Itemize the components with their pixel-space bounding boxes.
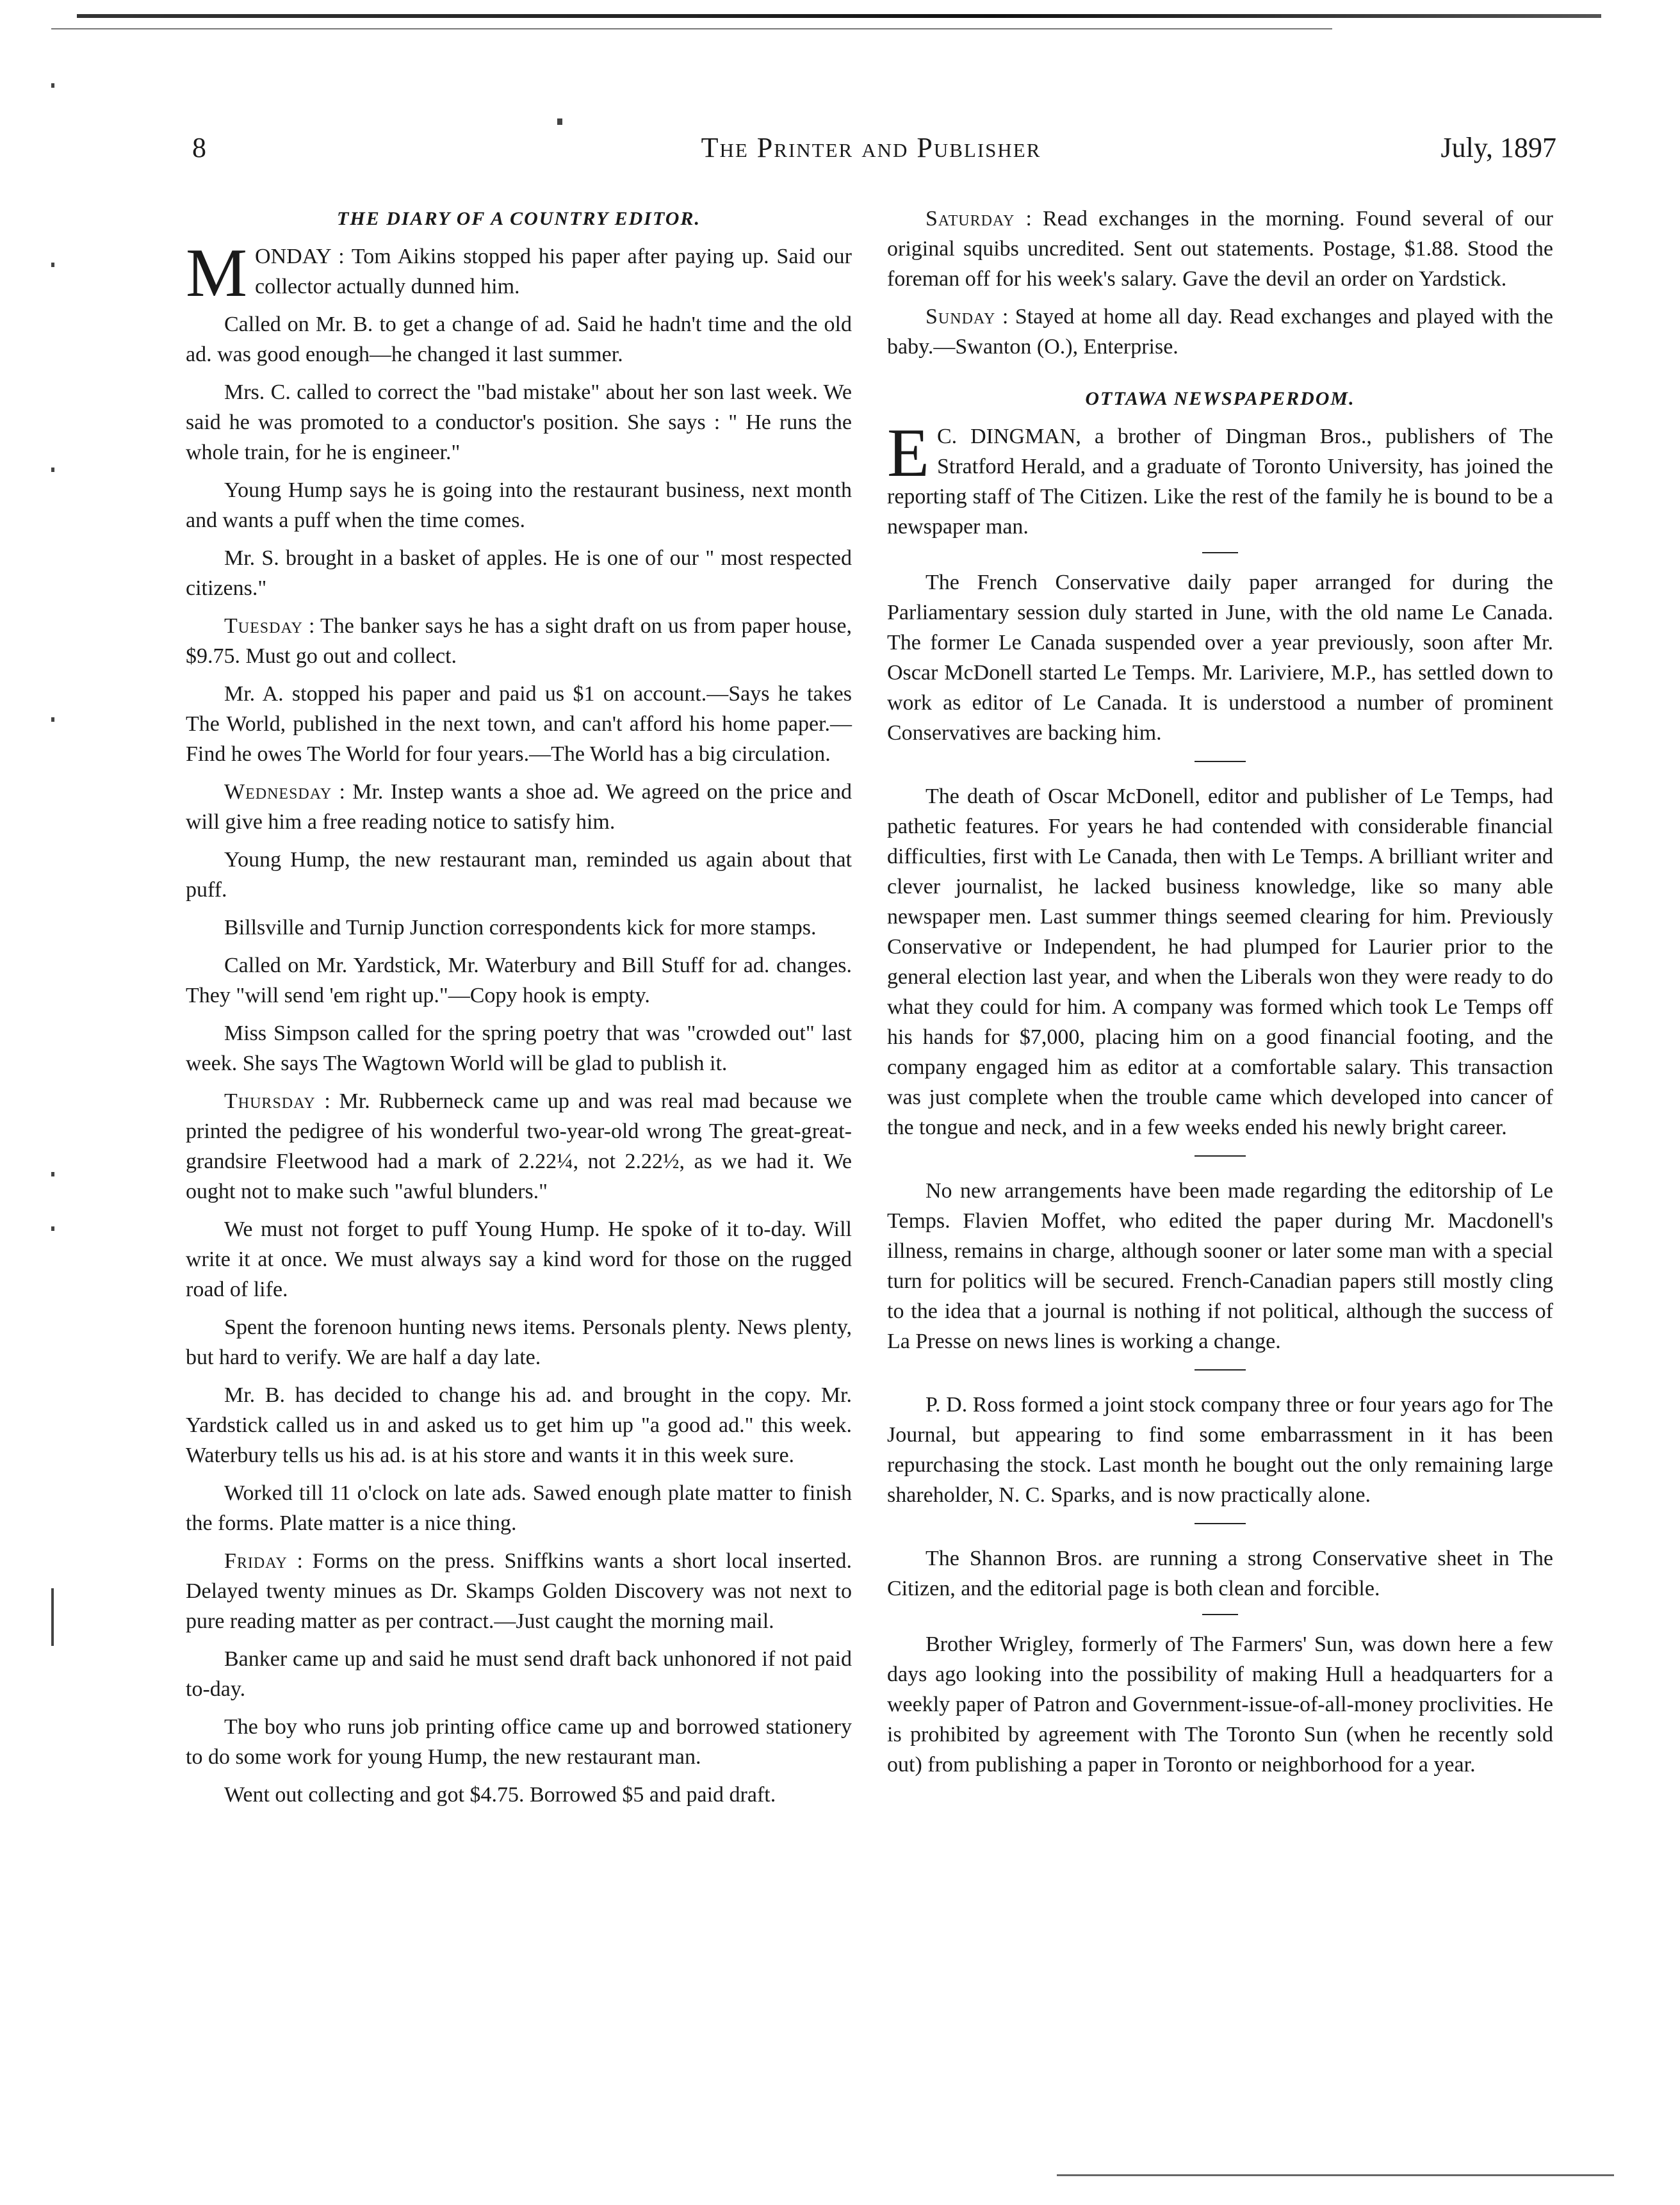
diary-paragraph: We must not forget to puff Young Hump. He spoke of it to-day. Will write it at once. We must always say a kind word for those on the rugged road of life. [186, 1217, 852, 1301]
day-label: Friday [224, 1549, 288, 1573]
page-speck [557, 118, 562, 125]
section-divider [1195, 1523, 1246, 1524]
diary-paragraph: Called on Mr. B. to get a change of ad. Said he hadn't time and the old ad. was good enough—he changed it last summer. [186, 313, 852, 366]
diary-paragraph: The boy who runs job printing office came up and borrowed stationery to do some work for young Hump, the new restaurant man. [186, 1715, 852, 1769]
ottawa-paragraph: P. D. Ross formed a joint stock company three or four years ago for The Journal, but appearing to find some embarrassment in it has been repurchasing the stock. Last month he bought out the only remaining large shareholder, N. C. Sparks, and is now practically alone. [887, 1393, 1553, 1507]
diary-saturday [887, 204, 1553, 294]
drop-cap: M [186, 235, 248, 311]
diary-paragraph: Mr. S. brought in a basket of apples. He is one of our " most respected citizens." [186, 546, 852, 600]
top-rule-thin [51, 28, 1332, 29]
diary-title: THE DIARY OF A COUNTRY EDITOR. [337, 208, 701, 229]
ottawa-paragraph: The death of Oscar McDonell, editor and publisher of Le Temps, had pathetic features. For years he had contended with considerable financial difficulties, first with Le Canada, then with Le Temps. A brilliant writer and clever journalist, he lacked business knowledge, like so many able newspaper men. Last summer things seemed clearing for him. Previously Conservative or Independent, he had plumped for Laurier prior to the general election last year, and when the Liberals won they were ready to do what they could for him. A company was formed which took Le Temps off his hands for $7,000, placing him on a good financial footing, and the company engaged him as editor at a comfortable salary. This transaction was just complete when the trouble came which developed into cancer of the tongue and neck, and in a few weeks ended his newly bright career. [887, 785, 1553, 1139]
margin-speck [51, 1172, 54, 1176]
ottawa-paragraph: The Shannon Bros. are running a strong Conservative sheet in The Citizen, and the editorial page is both clean and forcible. [887, 1547, 1553, 1600]
ottawa-paragraph: The French Conservative daily paper arranged for during the Parliamentary session duly started in June, with the old name Le Canada. The former Le Canada suspended over a year previously, soon after Mr. Oscar McDonell started Le Temps. Mr. Lariviere, M.P., has settled down to work as editor of Le Canada. It is understood a number of prominent Conservatives are backing him. [887, 571, 1553, 745]
publication-title: The Printer and Publisher [701, 132, 1041, 163]
section-divider [1195, 1369, 1246, 1371]
issue-date: July, 1897 [1440, 132, 1556, 163]
diary-paragraph: Mr. A. stopped his paper and paid us $1 on account.—Says he takes The World, published in the next town, and can't afford his home paper.—Find he owes The World for four years.—The World has a big circulation. [186, 682, 852, 766]
diary-paragraph: Spent the forenoon hunting news items. Personals plenty. News plenty, but hard to verify. We are half a day late. [186, 1315, 852, 1369]
margin-mark [51, 1588, 54, 1646]
page-header [186, 131, 1556, 176]
diary-monday [186, 235, 852, 311]
margin-speck [51, 1226, 54, 1231]
section-divider [1202, 552, 1238, 553]
day-label: Wednesday [224, 780, 332, 804]
bottom-rule [1057, 2174, 1614, 2176]
margin-speck [51, 717, 54, 722]
diary-paragraph: Young Hump, the new restaurant man, reminded us again about that puff. [186, 848, 852, 902]
right-column [887, 204, 1553, 1787]
diary-monday-text: ONDAY : Tom Aikins stopped his paper after paying up. Said our collector actually dunned him. [255, 245, 852, 298]
section-divider [1195, 761, 1246, 762]
section-divider [1202, 1614, 1238, 1615]
day-text: : Read exchanges in the morning. Found several of our original squibs uncredited. Sent out statements. Postage, $1.88. Stood the foreman off for his week's salary. Gave the devil an order on Yardstick. [887, 207, 1553, 291]
ottawa-paragraph: Brother Wrigley, formerly of The Farmers' Sun, was down here a few days ago looking into the possibility of making Hull a headquarters for a weekly paper of Patron and Government-issue-of-all-money proclivities. He is prohibited by agreement with The Toronto Sun (when he recently sold out) from publishing a paper in Toronto or neighborhood for a year. [887, 1632, 1553, 1777]
diary-sunday [887, 302, 1553, 362]
day-label: Tuesday [224, 614, 303, 638]
day-text: : The banker says he has a sight draft on us from paper house, $9.75. Must go out and collect. [186, 614, 852, 668]
top-rule [77, 14, 1601, 18]
diary-paragraph: Banker came up and said he must send draft back unhonored if not paid to-day. [186, 1647, 852, 1701]
day-text: : Mr. Instep wants a shoe ad. We agreed on the price and will give him a free reading notice to satisfy him. [186, 780, 852, 834]
margin-speck [51, 468, 54, 472]
ottawa-paragraph: No new arrangements have been made regarding the editorship of Le Temps. Flavien Moffet, who edited the paper during Mr. Macdonell's illness, remains in charge, although sooner or later some man with a special turn for politics will be secured. French-Canadian papers still mostly cling to the idea that a journal is nothing if not political, although the success of La Presse on news lines is working a change. [887, 1179, 1553, 1353]
ottawa-intro [887, 415, 1553, 542]
diary-thursday [186, 1086, 852, 1207]
diary-paragraph: Mr. B. has decided to change his ad. and brought in the copy. Mr. Yardstick called us in and asked us to get him up "a good ad." this week. Waterbury tells us his ad. is at his store and wants it in this week sure. [186, 1383, 852, 1467]
diary-paragraph: Mrs. C. called to correct the "bad mistake" about her son last week. We said he was promoted to a conductor's position. She says : " He runs the whole train, for he is engineer." [186, 380, 852, 464]
diary-paragraph: Billsville and Turnip Junction correspondents kick for more stamps. [224, 916, 817, 940]
day-text: : Stayed at home all day. Read exchanges and played with the baby.—Swanton (O.), Enterprise. [887, 305, 1553, 359]
diary-paragraph: Called on Mr. Yardstick, Mr. Waterbury and Bill Stuff for ad. changes. They "will send 'em right up."—Copy hook is empty. [186, 954, 852, 1007]
ottawa-intro-text: C. DINGMAN, a brother of Dingman Bros., publishers of The Stratford Herald, and a graduate of Toronto University, has joined the reporting staff of The Citizen. Like the rest of the family he is bound to be a newspaper man. [887, 425, 1553, 539]
ottawa-title: OTTAWA NEWSPAPERDOM. [1085, 388, 1355, 409]
day-label: Sunday [926, 305, 996, 329]
diary-paragraph: Miss Simpson called for the spring poetry that was "crowded out" last week. She says The Wagtown World will be glad to publish it. [186, 1021, 852, 1075]
diary-tuesday [186, 611, 852, 671]
left-column [186, 204, 852, 1818]
day-text: : Forms on the press. Sniffkins wants a short local inserted. Delayed twenty minues as Dr. Skamps Golden Discovery was not next to pure reading matter as per contract.—Just caught the morning mail. [186, 1549, 852, 1633]
margin-speck [51, 263, 54, 267]
drop-cap: E [887, 415, 929, 491]
day-label: Saturday [926, 207, 1015, 231]
page-number: 8 [192, 132, 206, 163]
diary-paragraph: Went out collecting and got $4.75. Borrowed $5 and paid draft. [224, 1783, 776, 1807]
diary-friday [186, 1546, 852, 1636]
day-label: Thursday [224, 1089, 316, 1113]
margin-speck [51, 83, 54, 88]
diary-paragraph: Worked till 11 o'clock on late ads. Sawed enough plate matter to finish the forms. Plate matter is a nice thing. [186, 1481, 852, 1535]
diary-wednesday [186, 777, 852, 837]
day-text: : Mr. Rubberneck came up and was real mad because we printed the pedigree of his wonderful two-year-old wrong The great-great-grandsire Fleetwood had a mark of 2.22¼, not 2.22½, as we had it. We ought not to make such "awful blunders." [186, 1089, 852, 1203]
section-divider [1195, 1155, 1246, 1157]
diary-paragraph: Young Hump says he is going into the restaurant business, next month and wants a puff when the time comes. [186, 478, 852, 532]
